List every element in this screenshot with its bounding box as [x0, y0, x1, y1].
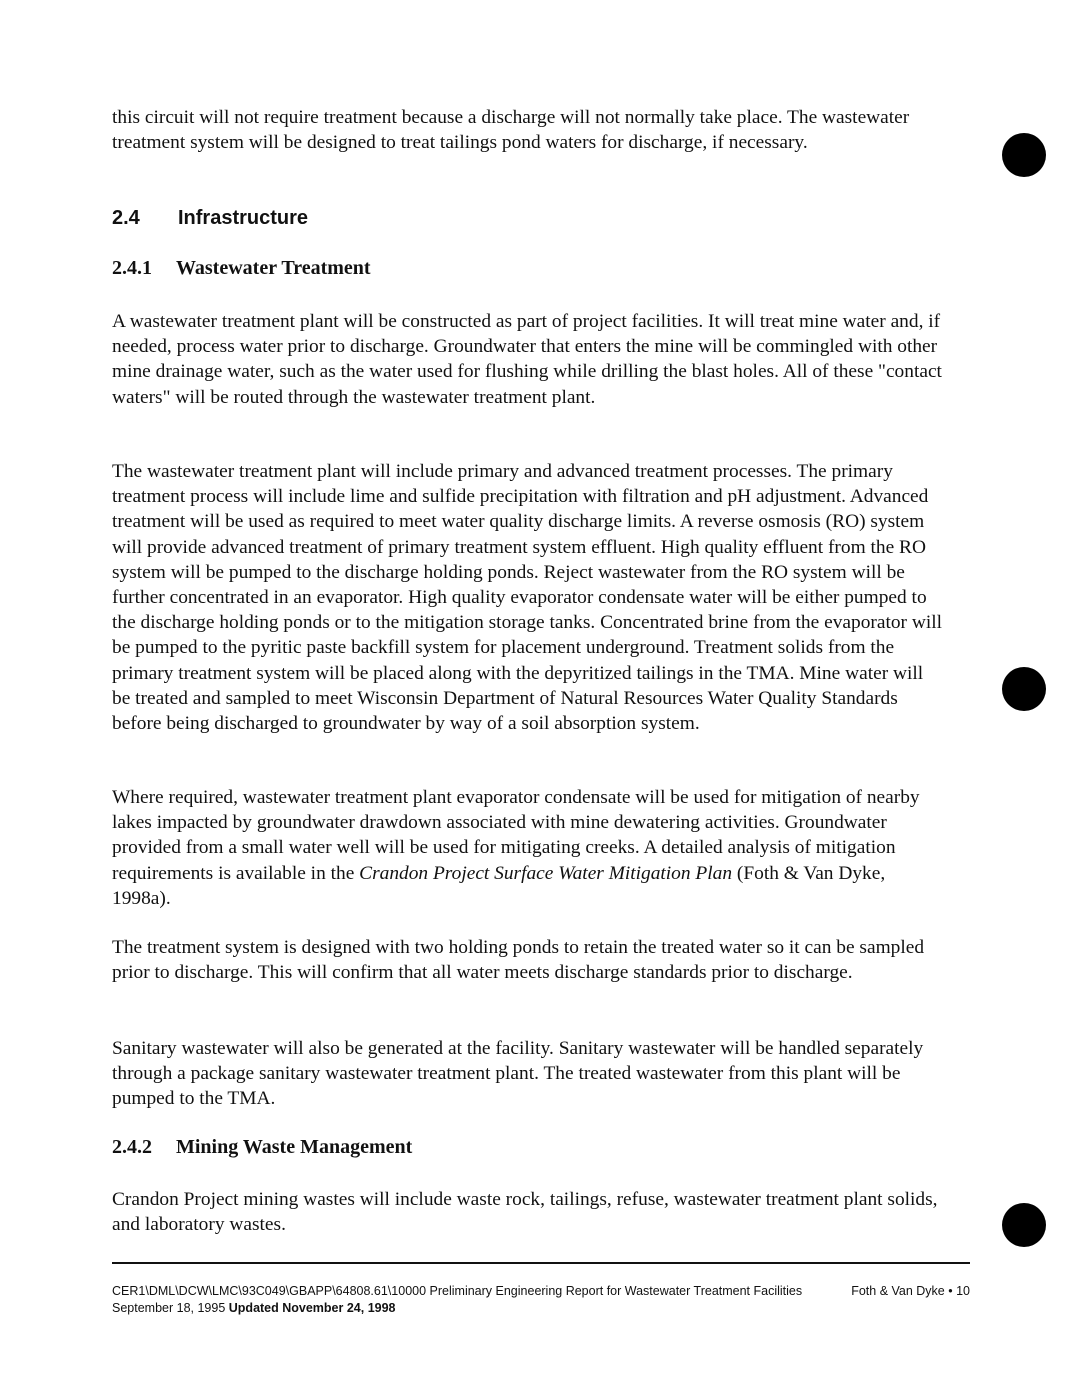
heading-title: Wastewater Treatment [176, 257, 371, 279]
paragraph-wastewater-plant: A wastewater treatment plant will be constructed as part of project facilities. It will treat mine water and, if needed, process water prior to discharge. Groundwater that enters the mine will be commingled with other mine drainage water, such as the water used for flushing while drilling the blast holes. All of these "contact waters" will be routed through the wastewater treatment plant. [112, 311, 942, 408]
footer-path: CER1\DML\DCW\LMC\93C049\GBAPP\64808.61\10000 [112, 1284, 427, 1298]
mitigation-plan-title: Crandon Project Surface Water Mitigation Plan [359, 862, 733, 884]
footer-firm-page: Foth & Van Dyke • 10 [851, 1284, 970, 1298]
heading-number: 2.4.2 [112, 1136, 152, 1158]
heading-2-4-1 [112, 257, 371, 280]
paragraph-treatment-processes: The wastewater treatment plant will include primary and advanced treatment processes. The primary treatment process will include lime and sulfide precipitation with filtration and pH adjustment. Advanced treatment will be used as required to meet water quality discharge limits. A reverse osmosis (RO) system will provide advanced treatment of primary treatment system effluent. High quality effluent from the RO system will be pumped to the discharge holding ponds. Reject wastewater from the RO system will be further concentrated in an evaporator. High quality evaporator condensate water will be either pumped to the discharge holding ponds or to the mitigation storage tanks. Concentrated brine from the evaporator will be pumped to the pyritic paste backfill system for placement underground. Treatment solids from the primary treatment system will be placed along with the depyritized tailings in the TMA. Mine water will be treated and sampled to meet Wisconsin Department of Natural Resources Water Quality Standards before being discharged to groundwater by way of a soil absorption system. [112, 461, 943, 735]
heading-title: Mining Waste Management [176, 1136, 413, 1158]
margin-dot-mark [1002, 667, 1046, 711]
paragraph-mining-wastes: Crandon Project mining wastes will include waste rock, tailings, refuse, wastewater treatment plant solids, and laboratory wastes. [112, 1189, 938, 1236]
mitigation-citation: (Foth & Van Dyke, 1998a). [112, 862, 886, 909]
paragraph-intro: this circuit will not require treatment because a discharge will not normally take place. The wastewater treatment system will be designed to treat tailings pond waters for discharge, if necessary. [112, 107, 910, 154]
margin-dot-mark [1002, 133, 1046, 177]
heading-2-4-2 [112, 1136, 412, 1159]
footer-line-2 [112, 1300, 970, 1317]
paragraph-holding-ponds: The treatment system is designed with two holding ponds to retain the treated water so it can be sampled prior to discharge. This will confirm that all water meets discharge standards prior to discharge. [112, 937, 925, 984]
heading-title: Infrastructure [178, 207, 309, 229]
footer-updated: Updated November 24, 1998 [228, 1301, 396, 1315]
heading-number: 2.4 [112, 207, 140, 229]
footer [112, 1283, 970, 1317]
footer-rule [112, 1262, 970, 1264]
paragraph-mitigation [112, 785, 942, 911]
heading-number: 2.4.1 [112, 257, 152, 279]
heading-2-4 [112, 207, 308, 230]
footer-line-1 [112, 1283, 970, 1300]
paragraph-sanitary-wastewater: Sanitary wastewater will also be generated at the facility. Sanitary wastewater will be handled separately through a package sanitary wastewater treatment plant. The treated wastewater from this plant will be pumped to the TMA. [112, 1038, 924, 1110]
margin-dot-mark [1002, 1203, 1046, 1247]
footer-date: September 18, 1995 [112, 1301, 226, 1315]
footer-report-title: Preliminary Engineering Report for Wastewater Treatment Facilities [429, 1284, 803, 1298]
mitigation-text: Where required, wastewater treatment plant evaporator condensate will be used for mitigation of nearby lakes impacted by groundwater drawdown associated with mine dewatering activities. Groundwater provided from a small water well will be used for mitigating creeks. A detailed analysis of mitigation requirements is available in the [112, 787, 920, 884]
